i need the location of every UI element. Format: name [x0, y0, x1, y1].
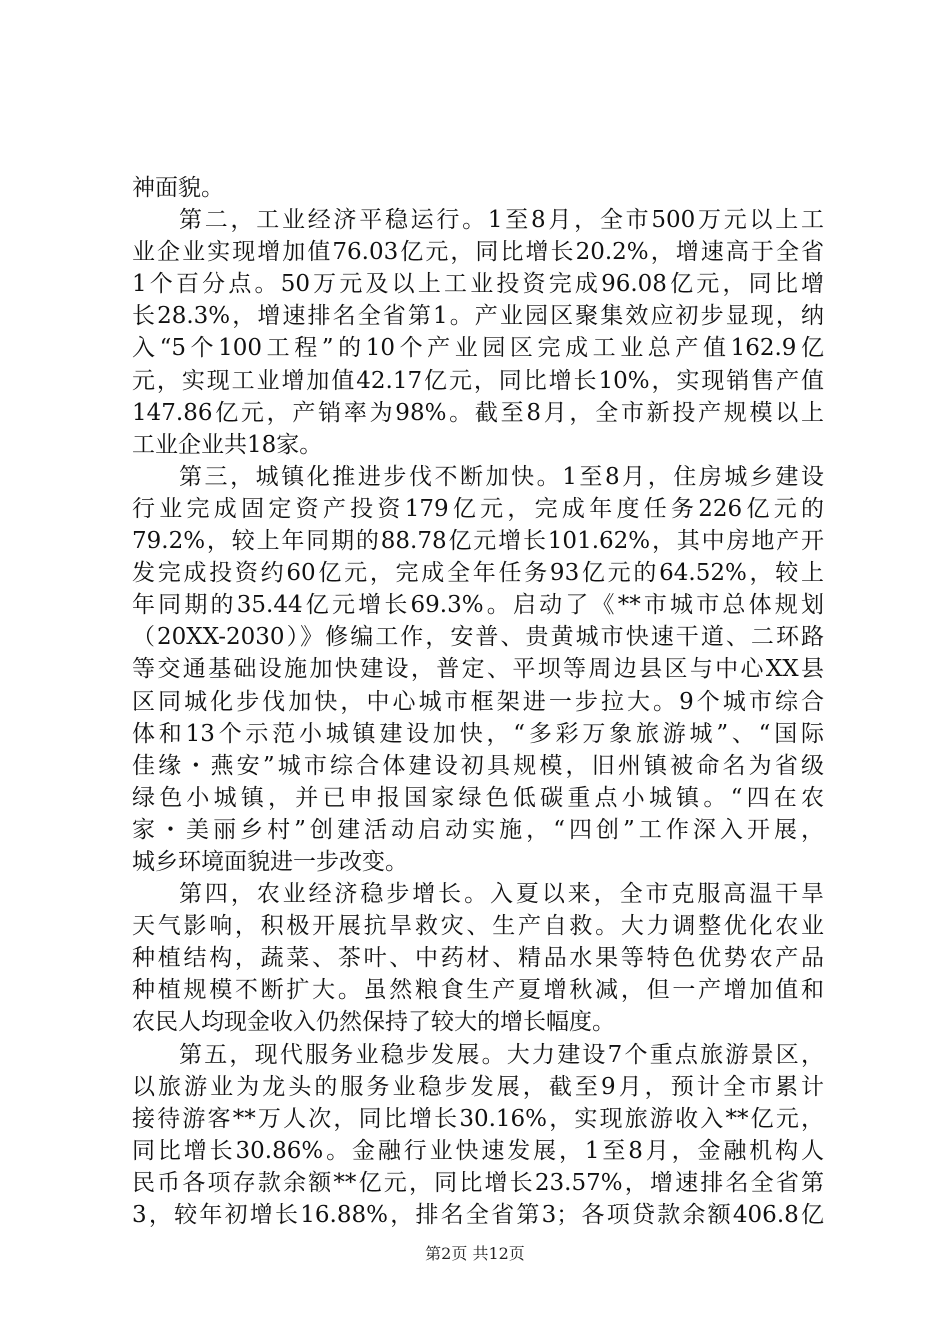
text-line: 天气影响，积极开展抗旱救灾、生产自救。大力调整优化农业 [132, 913, 824, 940]
text-line: 年同期的35.44亿元增长69.3%。启动了《**市城市总体规划 [132, 592, 824, 619]
text-line: 等交通基础设施加快建设，普定、平坝等周边县区与中心XX县 [132, 656, 824, 683]
text-line: 种植规模不断扩大。虽然粮食生产夏增秋减，但一产增加值和 [132, 977, 824, 1004]
text-line: 147.86亿元，产销率为98%。截至8月，全市新投产规模以上 [132, 399, 824, 426]
text-line: 同比增长30.86%。金融行业快速发展，1至8月，金融机构人 [132, 1137, 824, 1164]
text-line: 神面貌。 [132, 175, 224, 201]
text-line: 工业企业共18家。 [132, 431, 323, 458]
text-line: 第五，现代服务业稳步发展。大力建设7个重点旅游景区， [179, 1041, 824, 1068]
text-line: 以旅游业为龙头的服务业稳步发展，截至9月，预计全市累计 [132, 1073, 824, 1100]
text-line: 城乡环境面貌进一步改变。 [132, 848, 408, 875]
text-line: 长28.3%，增速排名全省第1。产业园区聚集效应初步显现，纳 [132, 303, 824, 330]
text-line: 第四，农业经济稳步增长。入夏以来，全市克服高温干旱 [179, 881, 824, 908]
document-body [132, 172, 824, 1231]
text-line: 1个百分点。50万元及以上工业投资完成96.08亿元，同比增 [132, 271, 824, 298]
text-line: 接待游客**万人次，同比增长30.16%，实现旅游收入**亿元， [132, 1105, 824, 1132]
text-line: 元，实现工业增加值42.17亿元，同比增长10%，实现销售产值 [132, 367, 824, 394]
text-line: 第三，城镇化推进步伐不断加快。1至8月，住房城乡建设 [179, 463, 824, 490]
text-line: 79.2%，较上年同期的88.78亿元增长101.62%，其中房地产开 [132, 528, 824, 555]
text-line: 第二，工业经济平稳运行。1至8月，全市500万元以上工 [179, 207, 824, 234]
text-line: 区同城化步伐加快，中心城市框架进一步拉大。9个城市综合 [132, 688, 824, 715]
text-line: 业企业实现增加值76.03亿元，同比增长20.2%，增速高于全省 [132, 239, 824, 266]
text-line: 体和13个示范小城镇建设加快，“多彩万象旅游城”、“国际 [132, 720, 824, 747]
text-line: 入“5个100工程”的10个产业园区完成工业总产值162.9亿 [132, 335, 824, 362]
text-line: 行业完成固定资产投资179亿元，完成年度任务226亿元的 [132, 495, 824, 522]
text-line: 发完成投资约60亿元，完成全年任务93亿元的64.52%，较上 [132, 560, 824, 587]
text-line: 种植结构，蔬菜、茶叶、中药材、精品水果等特色优势农产品 [132, 945, 824, 972]
text-line: 民币各项存款余额**亿元，同比增长23.57%，增速排名全省第 [132, 1169, 824, 1196]
text-line: 农民人均现金收入仍然保持了较大的增长幅度。 [132, 1009, 615, 1036]
text-line: 绿色小城镇，并已申报国家绿色低碳重点小城镇。“四在农 [132, 784, 824, 811]
text-line: 家・美丽乡村”创建活动启动实施，“四创”工作深入开展， [132, 816, 824, 843]
text-line: 3，较年初增长16.88%，排名全省第3；各项贷款余额406.8亿 [132, 1202, 824, 1228]
text-line: 佳缘・燕安”城市综合体建设初具规模，旧州镇被命名为省级 [132, 752, 824, 779]
text-line: （20XX-2030）》修编工作，安普、贵黄城市快速干道、二环路 [132, 624, 824, 651]
page-footer: 第2页 共12页 [425, 1244, 525, 1263]
